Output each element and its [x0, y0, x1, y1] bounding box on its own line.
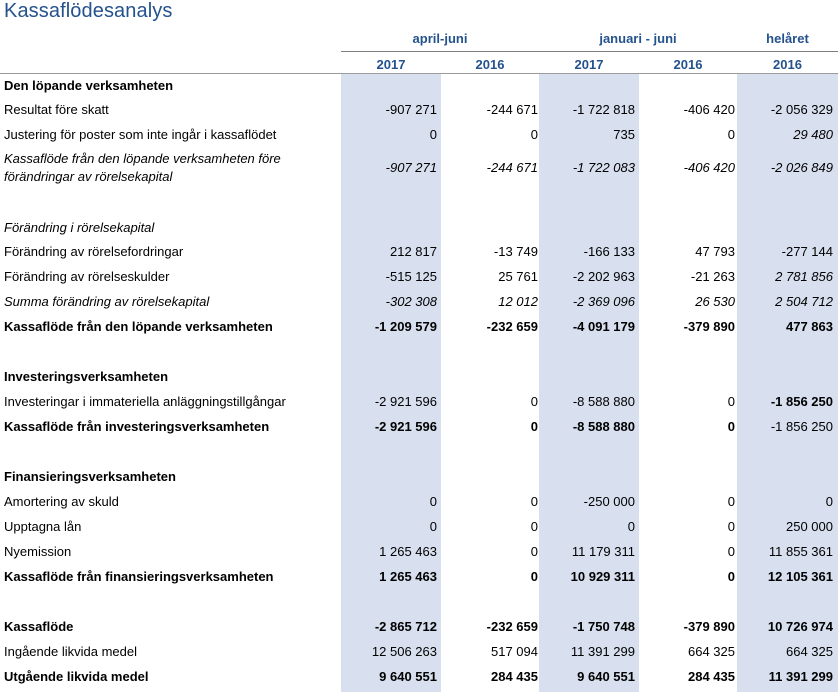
table-cell: 1 265 463: [379, 569, 437, 584]
table-cell: -515 125: [385, 269, 437, 284]
table-cell: 0: [727, 569, 735, 584]
table-cell: 0: [530, 519, 538, 534]
row-label: Kassaflöde från den löpande verksamheten före förändringar av rörelsekapital: [4, 151, 281, 184]
year-header: 2016: [773, 57, 802, 72]
table-cell: -907 271: [385, 102, 437, 117]
row-label: Amortering av skuld: [4, 494, 119, 509]
table-cell: 29 480: [793, 127, 833, 142]
table-cell: -302 308: [385, 294, 437, 309]
table-cell: 0: [727, 394, 735, 409]
year-header: 2016: [673, 57, 703, 72]
table-cell: -379 890: [683, 319, 735, 334]
table-cell: 0: [825, 494, 833, 509]
row-label: Förändring av rörelsefordringar: [4, 244, 184, 259]
row-label: Förändring i rörelsekapital: [4, 220, 155, 235]
table-cell: -4 091 179: [572, 319, 635, 334]
table-cell: -244 671: [486, 102, 538, 117]
table-cell: 0: [727, 519, 735, 534]
row-label: Resultat före skatt: [4, 102, 109, 117]
row-label: Kassaflöde från den löpande verksamheten: [4, 319, 273, 334]
row-label: Kassaflöde från finansieringsverksamheten: [4, 569, 274, 584]
row-label: Finansieringsverksamheten: [4, 469, 176, 484]
table-cell: 664 325: [688, 644, 735, 659]
row-label: Kassaflöde: [4, 619, 74, 634]
table-cell: -907 271: [385, 160, 437, 175]
table-cell: 11 391 299: [570, 644, 635, 659]
table-cell: -232 659: [486, 619, 538, 634]
year-header: 2017: [376, 57, 406, 72]
table-cell: -1 856 250: [770, 394, 833, 409]
row-label: Investeringsverksamheten: [4, 369, 169, 384]
table-cell: -2 202 963: [572, 269, 635, 284]
table-cell: -8 588 880: [572, 394, 635, 409]
table-cell: -277 144: [781, 244, 833, 259]
table-cell: 735: [613, 127, 635, 142]
row-label: Ingående likvida medel: [4, 644, 137, 659]
table-cell: 12 506 263: [371, 644, 437, 659]
row-label: Kassaflöde från investeringsverksamheten: [4, 419, 270, 434]
table-cell: 284 435: [491, 669, 538, 684]
table-cell: 12 105 361: [767, 569, 833, 584]
table-cell: 25 761: [498, 269, 538, 284]
table-cell: 477 863: [786, 319, 833, 334]
table-cell: -2 921 596: [374, 394, 437, 409]
row-label: Utgående likvida medel: [4, 669, 149, 684]
table-cell: -2 369 096: [572, 294, 635, 309]
table-cell: 9 640 551: [379, 669, 437, 684]
table-cell: 2 781 856: [775, 269, 833, 284]
table-cell: 0: [727, 419, 735, 434]
table-cell: 212 817: [390, 244, 437, 259]
table-cell: 0: [727, 127, 735, 142]
table-cell: 2 504 712: [775, 294, 833, 309]
table-cell: -1 209 579: [374, 319, 437, 334]
table-cell: 11 179 311: [571, 544, 635, 559]
period-header-jan-jun: januari - juni: [599, 31, 677, 46]
table-cell: 26 530: [695, 294, 735, 309]
row-label: Investeringar i immateriella anläggningstillgångar: [4, 394, 286, 409]
table-cell: -250 000: [583, 494, 635, 509]
table-cell: -13 749: [493, 244, 538, 259]
table-cell: -1 722 083: [572, 160, 635, 175]
table-cell: 11 391 299: [768, 669, 833, 684]
table-cell: 0: [530, 569, 538, 584]
table-cell: -166 133: [583, 244, 635, 259]
table-cell: 1 265 463: [379, 544, 437, 559]
table-cell: -2 865 712: [374, 619, 437, 634]
table-cell: 0: [530, 419, 538, 434]
table-cell: 0: [727, 544, 735, 559]
table-cell: 664 325: [786, 644, 833, 659]
table-cell: 0: [429, 127, 437, 142]
table-cell: -8 588 880: [572, 419, 635, 434]
table-cell: -379 890: [683, 619, 735, 634]
table-cell: 9 640 551: [577, 669, 635, 684]
table-cell: 517 094: [491, 644, 538, 659]
row-label: Förändring av rörelseskulder: [4, 269, 170, 284]
table-cell: -1 722 818: [572, 102, 635, 117]
table-cell: -2 921 596: [374, 419, 437, 434]
table-cell: 0: [530, 494, 538, 509]
table-cell: -406 420: [683, 160, 735, 175]
table-cell: 0: [530, 127, 538, 142]
row-label: Upptagna lån: [4, 519, 82, 534]
period-header-apr-jun: april-juni: [412, 31, 468, 46]
table-cell: 10 929 311: [570, 569, 635, 584]
table-cell: 47 793: [695, 244, 735, 259]
page-title: Kassaflödesanalys: [4, 0, 173, 22]
period-underline-jan-jun: [539, 51, 737, 52]
period-underline-full-year: [737, 51, 838, 52]
table-cell: 250 000: [786, 519, 833, 534]
year-header: 2017: [574, 57, 604, 72]
table-cell: -2 026 849: [770, 160, 833, 175]
row-label: Den löpande verksamheten: [4, 78, 174, 93]
table-cell: 0: [530, 394, 538, 409]
table-cell: -1 856 250: [770, 419, 833, 434]
table-cell: 10 726 974: [767, 619, 833, 634]
table-cell: 0: [429, 519, 437, 534]
period-underline-apr-jun: [341, 51, 539, 52]
table-cell: 0: [530, 544, 538, 559]
table-cell: 284 435: [688, 669, 735, 684]
row-label: Nyemission: [4, 544, 72, 559]
table-cell: 0: [429, 494, 437, 509]
table-cell: 11 855 361: [768, 544, 833, 559]
row-label: Justering för poster som inte ingår i kassaflödet: [4, 127, 277, 142]
table-cell: -21 263: [690, 269, 735, 284]
table-cell: -406 420: [683, 102, 735, 117]
table-cell: 0: [727, 494, 735, 509]
table-cell: -1 750 748: [572, 619, 635, 634]
table-cell: 12 012: [498, 294, 538, 309]
table-cell: -2 056 329: [770, 102, 833, 117]
year-header: 2016: [475, 57, 505, 72]
table-cell: -232 659: [486, 319, 538, 334]
table-cell: -244 671: [486, 160, 538, 175]
header-divider: [0, 73, 838, 74]
row-label: Summa förändring av rörelsekapital: [4, 294, 210, 309]
period-header-full-year: helåret: [766, 31, 809, 46]
table-cell: 0: [627, 519, 635, 534]
